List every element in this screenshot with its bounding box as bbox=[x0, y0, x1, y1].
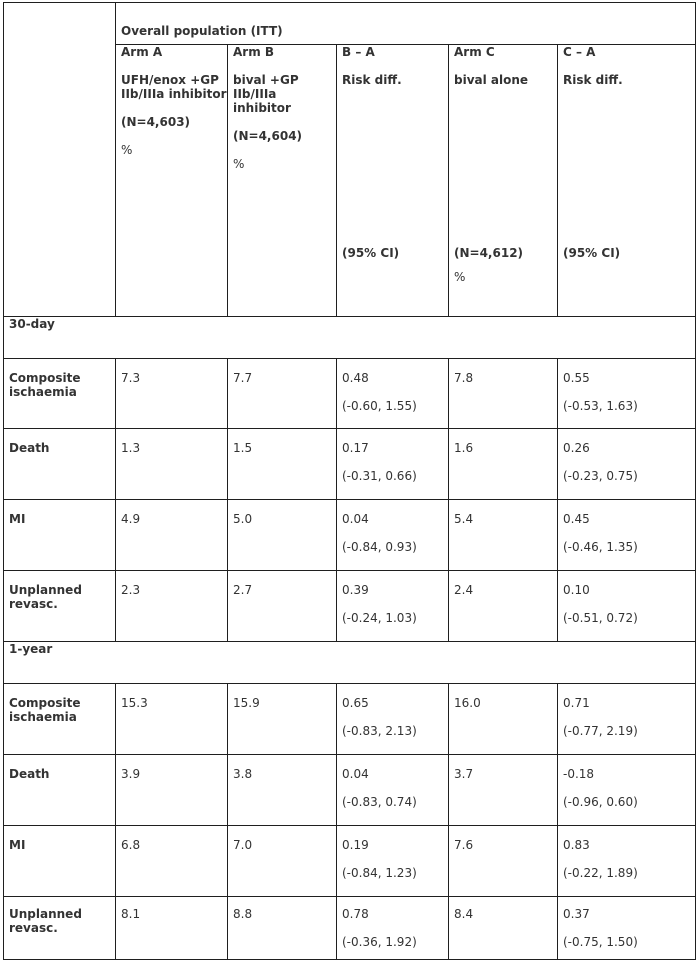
table-row bbox=[4, 429, 696, 500]
diff-ba-desc: Risk diff. bbox=[342, 73, 402, 87]
row-label: MI bbox=[4, 826, 116, 897]
diff-ba-cell bbox=[337, 897, 449, 960]
diff-ca-value: -0.18 bbox=[563, 767, 595, 781]
arm-b-value: 15.9 bbox=[228, 684, 337, 755]
row-label: Unplanned revasc. bbox=[4, 571, 116, 642]
diff-ca-ci-value: (-0.46, 1.35) bbox=[563, 540, 638, 554]
diff-ca-value: 0.26 bbox=[563, 441, 590, 455]
arm-a-value: 4.9 bbox=[116, 500, 228, 571]
arm-a-value: 1.3 bbox=[116, 429, 228, 500]
results-table bbox=[3, 2, 696, 960]
diff-ca-value: 0.55 bbox=[563, 371, 590, 385]
arm-b-desc: bival +GP IIb/IIIa inhibitor bbox=[233, 73, 299, 115]
diff-ca-cell bbox=[558, 500, 696, 571]
diff-ca-value: 0.37 bbox=[563, 907, 590, 921]
table-row bbox=[4, 684, 696, 755]
arm-a-n: (N=4,603) bbox=[121, 115, 191, 129]
table-row bbox=[4, 897, 696, 960]
diff-ba-name: B – A bbox=[342, 45, 375, 59]
arm-b-n: (N=4,604) bbox=[233, 129, 303, 143]
section-row-1-year bbox=[4, 642, 696, 684]
row-label: Death bbox=[4, 755, 116, 826]
diff-ca-header bbox=[558, 45, 696, 317]
arm-c-value: 1.6 bbox=[449, 429, 558, 500]
arm-c-name: Arm C bbox=[454, 45, 495, 59]
diff-ca-desc: Risk diff. bbox=[563, 73, 623, 87]
arm-b-value: 7.7 bbox=[228, 359, 337, 429]
arm-c-desc: bival alone bbox=[454, 73, 529, 87]
arm-a-unit: % bbox=[121, 143, 133, 157]
diff-ba-cell bbox=[337, 500, 449, 571]
arm-b-name: Arm B bbox=[233, 45, 275, 59]
table-row bbox=[4, 571, 696, 642]
diff-ca-value: 0.45 bbox=[563, 512, 590, 526]
arm-a-desc: UFH/enox +GP IIb/IIIa inhibitor bbox=[121, 73, 227, 101]
diff-ba-ci-value: (-0.31, 0.66) bbox=[342, 469, 417, 483]
row-label: Composite ischaemia bbox=[4, 359, 116, 429]
arm-c-value: 2.4 bbox=[449, 571, 558, 642]
diff-ba-ci-value: (-0.83, 2.13) bbox=[342, 724, 417, 738]
arm-c-value: 8.4 bbox=[449, 897, 558, 960]
arm-c-header bbox=[449, 45, 558, 317]
diff-ba-ci-value: (-0.83, 0.74) bbox=[342, 795, 417, 809]
arm-c-n: (N=4,612) bbox=[454, 246, 524, 260]
diff-ca-ci-value: (-0.77, 2.19) bbox=[563, 724, 638, 738]
diff-ca-cell bbox=[558, 571, 696, 642]
diff-ca-value: 0.83 bbox=[563, 838, 590, 852]
arm-c-value: 7.8 bbox=[449, 359, 558, 429]
arm-b-value: 7.0 bbox=[228, 826, 337, 897]
section-title: 30-day bbox=[4, 317, 696, 359]
row-label: MI bbox=[4, 500, 116, 571]
diff-ba-cell bbox=[337, 429, 449, 500]
section-row-30-day bbox=[4, 317, 696, 359]
diff-ca-ci: (95% CI) bbox=[563, 246, 621, 260]
diff-ca-ci-value: (-0.23, 0.75) bbox=[563, 469, 638, 483]
diff-ba-value: 0.04 bbox=[342, 512, 369, 526]
arm-a-header bbox=[116, 45, 228, 317]
diff-ba-ci-value: (-0.36, 1.92) bbox=[342, 935, 417, 949]
diff-ca-cell bbox=[558, 359, 696, 429]
table-row bbox=[4, 826, 696, 897]
section-title: 1-year bbox=[4, 642, 696, 684]
diff-ba-ci: (95% CI) bbox=[342, 246, 400, 260]
arm-a-value: 15.3 bbox=[116, 684, 228, 755]
diff-ba-value: 0.78 bbox=[342, 907, 369, 921]
table-row bbox=[4, 755, 696, 826]
diff-ba-cell bbox=[337, 359, 449, 429]
population-header: Overall population (ITT) bbox=[116, 3, 696, 45]
arm-b-value: 1.5 bbox=[228, 429, 337, 500]
diff-ca-ci-value: (-0.22, 1.89) bbox=[563, 866, 638, 880]
arm-b-value: 3.8 bbox=[228, 755, 337, 826]
diff-ca-ci-value: (-0.75, 1.50) bbox=[563, 935, 638, 949]
diff-ba-value: 0.48 bbox=[342, 371, 369, 385]
arm-c-value: 3.7 bbox=[449, 755, 558, 826]
arm-c-value: 7.6 bbox=[449, 826, 558, 897]
diff-ca-name: C – A bbox=[563, 45, 596, 59]
diff-ba-ci-value: (-0.60, 1.55) bbox=[342, 399, 417, 413]
arm-a-value: 7.3 bbox=[116, 359, 228, 429]
diff-ba-ci-value: (-0.84, 0.93) bbox=[342, 540, 417, 554]
diff-ba-cell bbox=[337, 755, 449, 826]
diff-ca-cell bbox=[558, 684, 696, 755]
diff-ba-value: 0.65 bbox=[342, 696, 369, 710]
arm-c-unit: % bbox=[454, 270, 466, 284]
diff-ca-cell bbox=[558, 755, 696, 826]
diff-ca-ci-value: (-0.96, 0.60) bbox=[563, 795, 638, 809]
row-label: Composite ischaemia bbox=[4, 684, 116, 755]
table-row bbox=[4, 359, 696, 429]
arm-b-header bbox=[228, 45, 337, 317]
arm-a-value: 3.9 bbox=[116, 755, 228, 826]
diff-ca-cell bbox=[558, 429, 696, 500]
header-row-population bbox=[4, 3, 696, 45]
diff-ca-value: 0.71 bbox=[563, 696, 590, 710]
diff-ba-ci-value: (-0.24, 1.03) bbox=[342, 611, 417, 625]
arm-a-name: Arm A bbox=[121, 45, 163, 59]
table-row bbox=[4, 500, 696, 571]
diff-ba-value: 0.19 bbox=[342, 838, 369, 852]
diff-ba-cell bbox=[337, 571, 449, 642]
arm-b-value: 5.0 bbox=[228, 500, 337, 571]
arm-c-value: 5.4 bbox=[449, 500, 558, 571]
diff-ba-value: 0.04 bbox=[342, 767, 369, 781]
diff-ba-header bbox=[337, 45, 449, 317]
diff-ca-cell bbox=[558, 826, 696, 897]
diff-ba-cell bbox=[337, 684, 449, 755]
arm-b-value: 2.7 bbox=[228, 571, 337, 642]
row-label: Unplanned revasc. bbox=[4, 897, 116, 960]
arm-c-value: 16.0 bbox=[449, 684, 558, 755]
diff-ba-ci-value: (-0.84, 1.23) bbox=[342, 866, 417, 880]
diff-ba-value: 0.17 bbox=[342, 441, 369, 455]
arm-b-unit: % bbox=[233, 157, 245, 171]
diff-ca-ci-value: (-0.51, 0.72) bbox=[563, 611, 638, 625]
arm-b-value: 8.8 bbox=[228, 897, 337, 960]
diff-ca-cell bbox=[558, 897, 696, 960]
diff-ca-value: 0.10 bbox=[563, 583, 590, 597]
arm-a-value: 6.8 bbox=[116, 826, 228, 897]
arm-a-value: 8.1 bbox=[116, 897, 228, 960]
arm-a-value: 2.3 bbox=[116, 571, 228, 642]
diff-ba-value: 0.39 bbox=[342, 583, 369, 597]
corner-cell bbox=[4, 3, 116, 317]
row-label: Death bbox=[4, 429, 116, 500]
diff-ba-cell bbox=[337, 826, 449, 897]
diff-ca-ci-value: (-0.53, 1.63) bbox=[563, 399, 638, 413]
